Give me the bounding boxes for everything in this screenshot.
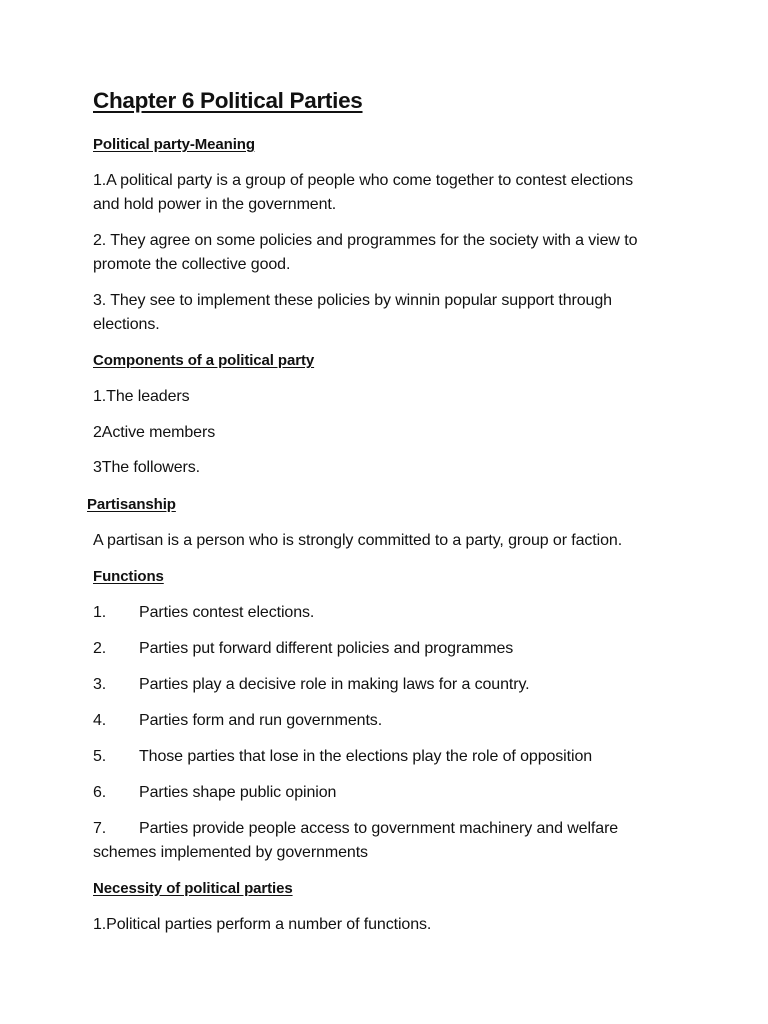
function-item — [93, 601, 314, 625]
partisanship-text: A partisan is a person who is strongly committed to a party, group or faction. — [93, 532, 623, 549]
function-item-text: Parties shape public opinion — [139, 784, 337, 801]
heading-necessity: Necessity of political parties — [93, 880, 293, 897]
function-item-number: 5. — [93, 748, 107, 765]
meaning-paragraph-2-line-2: promote the collective good. — [93, 256, 291, 273]
meaning-paragraph-1-line-2: and hold power in the government. — [93, 196, 337, 213]
component-item: 1.The leaders — [93, 388, 190, 405]
component-item: 3The followers. — [93, 459, 200, 476]
meaning-paragraph-2-line-1: 2. They agree on some policies and programmes for the society with a view to — [93, 232, 638, 249]
function-item-text: Parties provide people access to government machinery and welfare — [139, 820, 619, 837]
function-item — [93, 637, 513, 661]
function-item-text: Parties form and run governments. — [139, 712, 383, 729]
heading-components: Components of a political party — [93, 352, 315, 369]
meaning-paragraph-3-line-1: 3. They see to implement these policies by winnin popular support through — [93, 292, 612, 309]
function-item — [93, 745, 592, 769]
function-item-text: Parties play a decisive role in making laws for a country. — [139, 676, 530, 693]
function-item-number: 7. — [93, 820, 107, 837]
function-item-number: 4. — [93, 712, 107, 729]
function-item — [93, 781, 336, 805]
meaning-paragraph-1-line-1: 1.A political party is a group of people who come together to contest elections — [93, 172, 633, 189]
function-item — [93, 673, 530, 697]
heading-partisanship: Partisanship — [87, 496, 176, 513]
function-item — [93, 817, 618, 841]
function-item-text: Parties contest elections. — [139, 604, 315, 621]
function-item-text: Parties put forward different policies and programmes — [139, 640, 514, 657]
page-title: Chapter 6 Political Parties — [93, 88, 363, 113]
function-item-number: 6. — [93, 784, 107, 801]
function-item-continuation: schemes implemented by governments — [93, 844, 368, 861]
meaning-paragraph-3-line-2: elections. — [93, 316, 160, 333]
heading-functions: Functions — [93, 568, 164, 585]
function-item-number: 1. — [93, 604, 107, 621]
function-item-number: 2. — [93, 640, 107, 657]
component-item: 2Active members — [93, 424, 216, 441]
function-item — [93, 709, 382, 733]
heading-meaning: Political party-Meaning — [93, 136, 255, 153]
function-item-text: Those parties that lose in the elections play the role of opposition — [139, 748, 593, 765]
function-item-number: 3. — [93, 676, 107, 693]
necessity-paragraph-1: 1.Political parties perform a number of functions. — [93, 916, 432, 933]
